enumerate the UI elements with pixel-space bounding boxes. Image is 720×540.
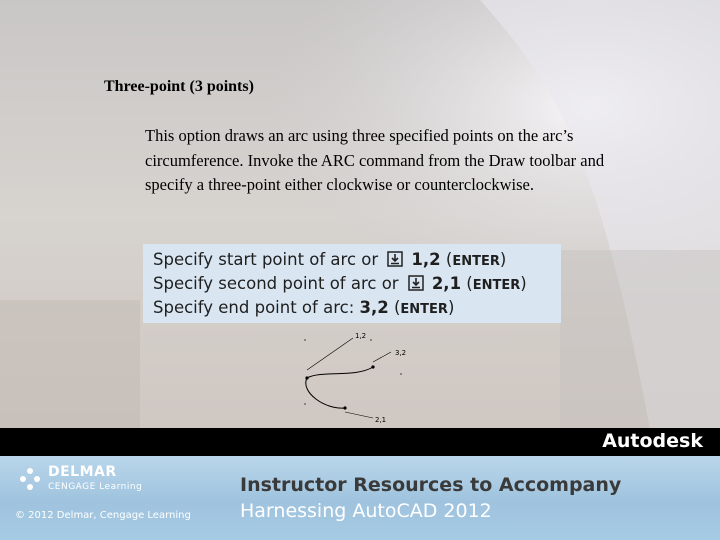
- command-text: Specify end point of arc:: [153, 298, 355, 317]
- command-text: Specify second point of arc or: [153, 274, 399, 293]
- enter-label: ENTER: [472, 278, 521, 293]
- footer-title-line1: Instructor Resources to Accompany: [240, 474, 622, 496]
- publisher-sub: CENGAGE Learning: [48, 482, 143, 492]
- arc-point-3: [343, 406, 346, 409]
- command-line-2: Specify second point of arc or 2,1 (ENTER): [153, 274, 527, 293]
- point-label-1: 1,2: [355, 332, 367, 340]
- grid-dot: [400, 373, 402, 375]
- enter-key-icon: [387, 251, 403, 267]
- arc-curve: [306, 367, 373, 408]
- autodesk-logo-text: Autodesk: [602, 430, 703, 452]
- command-line-1: Specify start point of arc or 1,2 (ENTER): [153, 250, 507, 269]
- leader-2: [373, 352, 391, 362]
- grid-dot: [370, 339, 372, 341]
- command-value: 2,1: [431, 274, 462, 293]
- grid-dot: [304, 339, 306, 341]
- leader-3: [345, 412, 373, 418]
- command-prompt-box: [143, 244, 561, 323]
- arc-point-1: [305, 376, 308, 379]
- publisher-name: DELMAR: [48, 464, 117, 480]
- footer-title-line2: Harnessing AutoCAD 2012: [240, 500, 492, 522]
- leader-1: [307, 338, 353, 370]
- enter-label: ENTER: [400, 302, 448, 317]
- command-value: 3,2: [359, 298, 389, 317]
- slide-heading: Three-point (3 points): [104, 78, 254, 95]
- point-label-2: 3,2: [395, 349, 407, 357]
- command-line-3: Specify end point of arc: 3,2 (ENTER): [153, 298, 455, 317]
- copyright-text: © 2012 Delmar, Cengage Learning: [15, 510, 191, 521]
- command-value: 1,2: [411, 250, 441, 269]
- enter-label: ENTER: [452, 254, 500, 269]
- point-label-3: 2,1: [375, 416, 387, 424]
- command-text: Specify start point of arc or: [153, 250, 379, 269]
- slide-paragraph: This option draws an arc using three specified points on the arc’s circumference. Invoke the ARC command from the Draw toolbar and specify a three-point either clockwise or counterclockwise.: [145, 126, 605, 194]
- delmar-logo-icon: [17, 466, 43, 492]
- arc-point-2: [371, 365, 374, 368]
- arc-diagram: [295, 330, 405, 425]
- enter-key-icon: [408, 275, 424, 291]
- grid-dot: [304, 403, 306, 405]
